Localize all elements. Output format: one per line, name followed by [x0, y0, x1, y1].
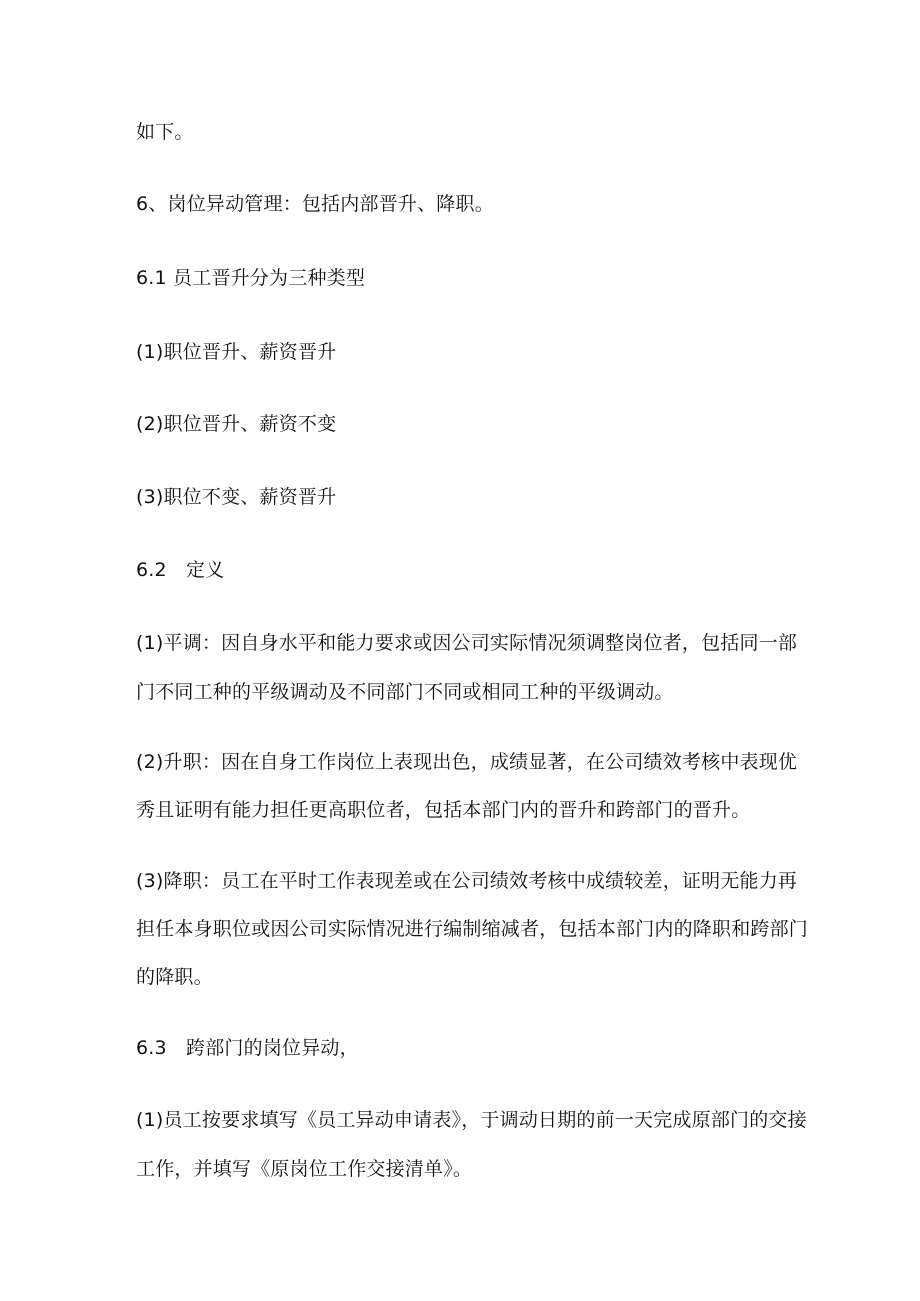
list-item-6-1-1: (1)职位晋升、薪资晋升	[136, 341, 337, 363]
section-heading-6: 6、岗位异动管理：包括内部晋升、降职。	[136, 193, 494, 215]
text-line-continuation: 如下。	[136, 121, 194, 143]
list-item-6-1-2: (2)职位晋升、薪资不变	[136, 413, 337, 435]
subsection-heading-6-1: 6.1 员工晋升分为三种类型	[136, 267, 366, 289]
definition-promotion-line-1: (2)升职：因在自身工作岗位上表现出色，成绩显著，在公司绩效考核中表现优	[136, 751, 798, 773]
transfer-step-1-line-1: (1)员工按要求填写《员工异动申请表》，于调动日期的前一天完成原部门的交接	[136, 1109, 807, 1131]
transfer-step-1-line-2: 工作，并填写《原岗位工作交接清单》。	[136, 1158, 473, 1180]
definition-demotion-line-3: 的降职。	[136, 966, 213, 988]
definition-promotion-line-2: 秀且证明有能力担任更高职位者，包括本部门内的晋升和跨部门的晋升。	[136, 799, 751, 821]
definition-demotion-line-2: 担任本身职位或因公司实际情况进行编制缩减者，包括本部门内的降职和跨部门	[136, 918, 809, 940]
definition-demotion-line-1: (3)降职：员工在平时工作表现差或在公司绩效考核中成绩较差，证明无能力再	[136, 870, 798, 892]
subsection-heading-6-2: 6.2 定义	[136, 559, 225, 581]
subsection-heading-6-3: 6.3 跨部门的岗位异动，	[136, 1037, 359, 1059]
definition-lateral-line-1: (1)平调：因自身水平和能力要求或因公司实际情况须调整岗位者，包括同一部	[136, 632, 798, 654]
definition-lateral-line-2: 门不同工种的平级调动及不同部门不同或相同工种的平级调动。	[136, 681, 674, 703]
list-item-6-1-3: (3)职位不变、薪资晋升	[136, 486, 337, 508]
